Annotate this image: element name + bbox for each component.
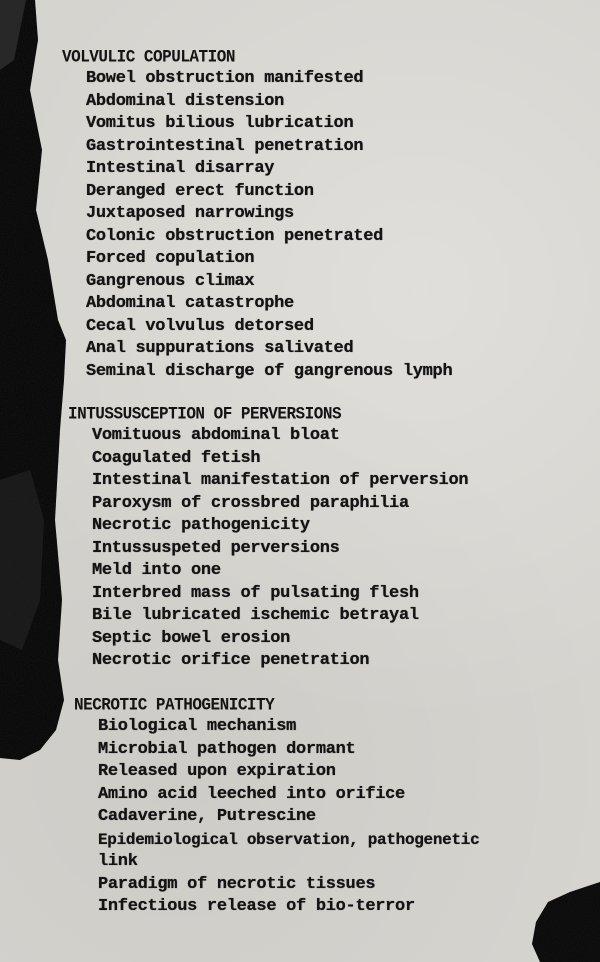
lyric-line: Paradigm of necrotic tissues [98,874,376,894]
lyric-line: Forced copulation [86,249,255,268]
section-necrotic-pathogenicity [74,694,479,919]
lyric-line: Cadaverine, Putrescine [98,807,316,826]
section-heading: VOLVULIC COPULATION [62,47,235,67]
lyric-line: Abdominal catastrophe [86,294,294,313]
lyric-line: Epidemiological observation, pathogenetic [98,830,480,849]
lyric-line: Colonic obstruction penetrated [86,226,384,246]
lyric-line: Cecal volvulus detorsed [86,316,314,336]
lyric-line: Gastrointestinal penetration [86,136,364,156]
lyric-line: Vomituous abdominal bloat [92,426,340,445]
lyric-line: Intestinal manifestation of perversion [92,471,469,490]
lyric-line: Interbred mass of pulsating flesh [92,583,419,603]
section-heading: INTUSSUSCEPTION OF PERVERSIONS [68,404,342,424]
lyric-line: Bile lubricated ischemic betrayal [92,606,419,625]
lyric-line: Coagulated fetish [92,448,261,468]
lyric-line: Vomitus bilious lubrication [86,114,354,133]
lyric-line: Infectious release of bio-terror [98,897,415,916]
lyric-line: link [98,852,138,871]
lyric-line: Septic bowel erosion [92,628,291,648]
lyric-line: Anal suppurations salivated [86,339,354,358]
lyric-line: Necrotic orifice penetration [92,651,370,670]
lyric-line: Abdominal distension [86,91,285,111]
lyric-line: Necrotic pathogenicity [92,516,310,535]
lyric-line: Juxtaposed narrowings [86,204,294,223]
lyric-line: Bowel obstruction manifested [86,69,364,88]
lyric-line: Meld into one [92,561,221,580]
lyric-line: Amino acid leeched into orifice [98,784,405,804]
lyric-line: Intestinal disarray [86,159,275,178]
lyric-line: Intussuspeted perversions [92,538,340,558]
lyric-line: Gangrenous climax [86,271,255,291]
lyric-line: Seminal discharge of gangrenous lymph [86,361,453,381]
lyric-line: Biological mechanism [98,717,297,736]
section-intussusception-of-perversions [68,403,468,673]
section-heading: NECROTIC PATHOGENICITY [74,695,275,715]
lyric-line: Deranged erect function [86,181,314,201]
lyric-line: Released upon expiration [98,762,336,781]
section-volvulic-copulation [62,46,452,383]
lyric-line: Paroxysm of crossbred paraphilia [92,493,409,513]
lyric-line: Microbial pathogen dormant [98,739,356,759]
